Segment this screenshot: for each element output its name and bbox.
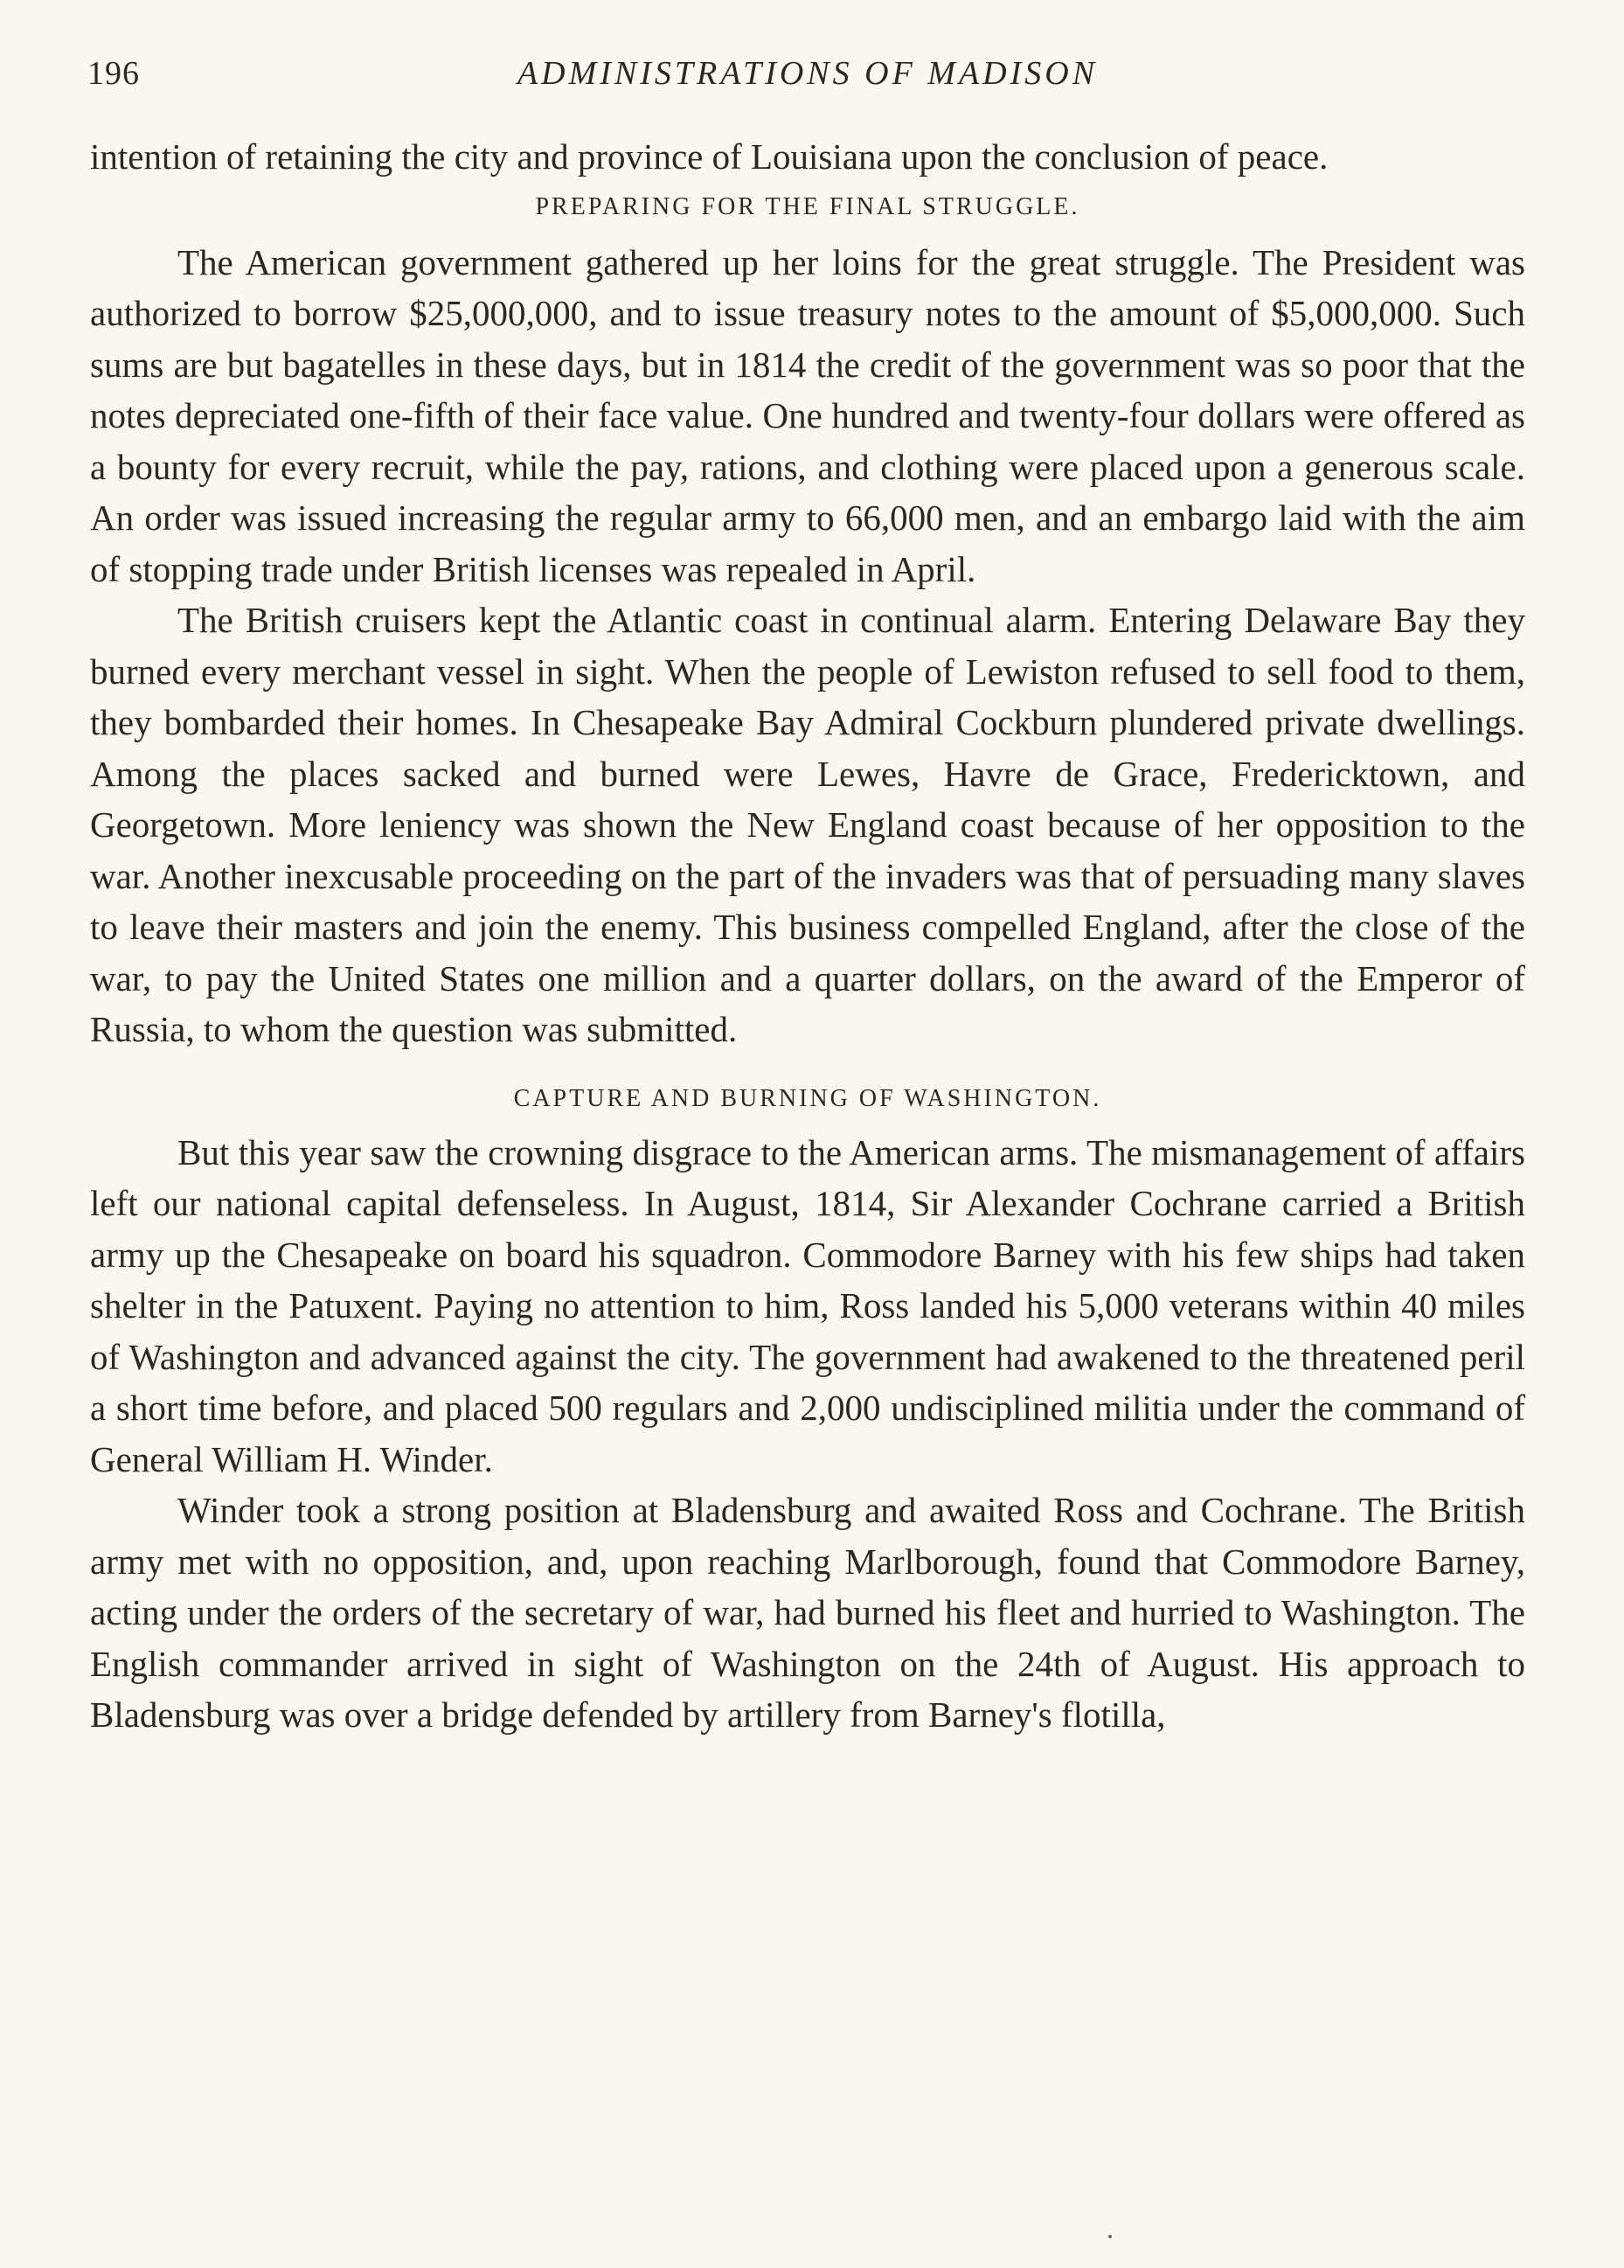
paragraph-preparing: The American government gathered up her loins for the great struggle. The President was authorized to borrow $25,000,000, and to issue treasury notes to the amount of $5,000,000. Such sums are but bagatelles in these days, but in 1814 the credit of the government was so poor that the notes depreciated one-fifth of their face value. One hundred and twenty-four dollars were offered as a bounty for every recruit, while the pay, rations, and clothing were placed upon a generous scale. An order was issued increasing the regular army to 66,000 men, and an embargo laid with the aim of stopping trade under British licenses was repealed in April. xyxy=(90,241,1525,589)
page-header xyxy=(87,54,1528,107)
signature-mark xyxy=(1108,2235,1112,2238)
body-text xyxy=(90,131,1525,1741)
section-heading-capture: CAPTURE AND BURNING OF WASHINGTON. xyxy=(513,1084,1102,1112)
running-title: ADMINISTRATIONS OF MADISON xyxy=(517,55,1099,92)
paragraph-british-cruisers: The British cruisers kept the Atlantic coast in continual alarm. Entering Delaware Bay they burned every merchant vessel in sight. When the people of Lewiston refused to sell food to them, they bombarded their homes. In Chesapeake Bay Admiral Cockburn plundered private dwellings. Among the places sacked and burned were Lewes, Havre de Grace, Fredericktown, and Georgetown. More leniency was shown the New England coast because of her opposition to the war. Another inexcusable proceeding on the part of the invaders was that of persuading many slaves to leave their masters and join the enemy. This business compelled England, after the close of the war, to pay the United States one million and a quarter dollars, on the award of the Emperor of Russia, to whom the question was submitted. xyxy=(90,600,1525,1049)
paragraph-winder: Winder took a strong position at Bladensburg and awaited Ross and Cochrane. The British army met with no opposition, and, upon reaching Marlborough, found that Commodore Barney, acting under the orders of the secretary of war, had burned his fleet and hurried to Washington. The English commander arrived in sight of Washington on the 24th of August. His approach to Bladensburg was over a bridge defended by artillery from Barney's flotilla, xyxy=(90,1490,1525,1735)
page-number: 196 xyxy=(87,55,140,92)
paragraph-crowning-disgrace: But this year saw the crowning disgrace to the American arms. The mismanagement of affairs left our national capital defenseless. In August, 1814, Sir Alexander Cochrane carried a British army up the Chesapeake on board his squadron. Commodore Barney with his few ships had taken shelter in the Patuxent. Paying no attention to him, Ross landed his 5,000 veterans within 40 miles of Washington and advanced against the city. The government had awakened to the threatened peril a short time before, and placed 500 regulars and 2,000 undisciplined militia under the command of General William H. Winder. xyxy=(90,1131,1525,1479)
section-heading-preparing: PREPARING FOR THE FINAL STRUGGLE. xyxy=(535,192,1080,220)
paragraph-continuation: intention of retaining the city and province of Louisiana upon the conclusion of peace. xyxy=(90,136,1329,177)
